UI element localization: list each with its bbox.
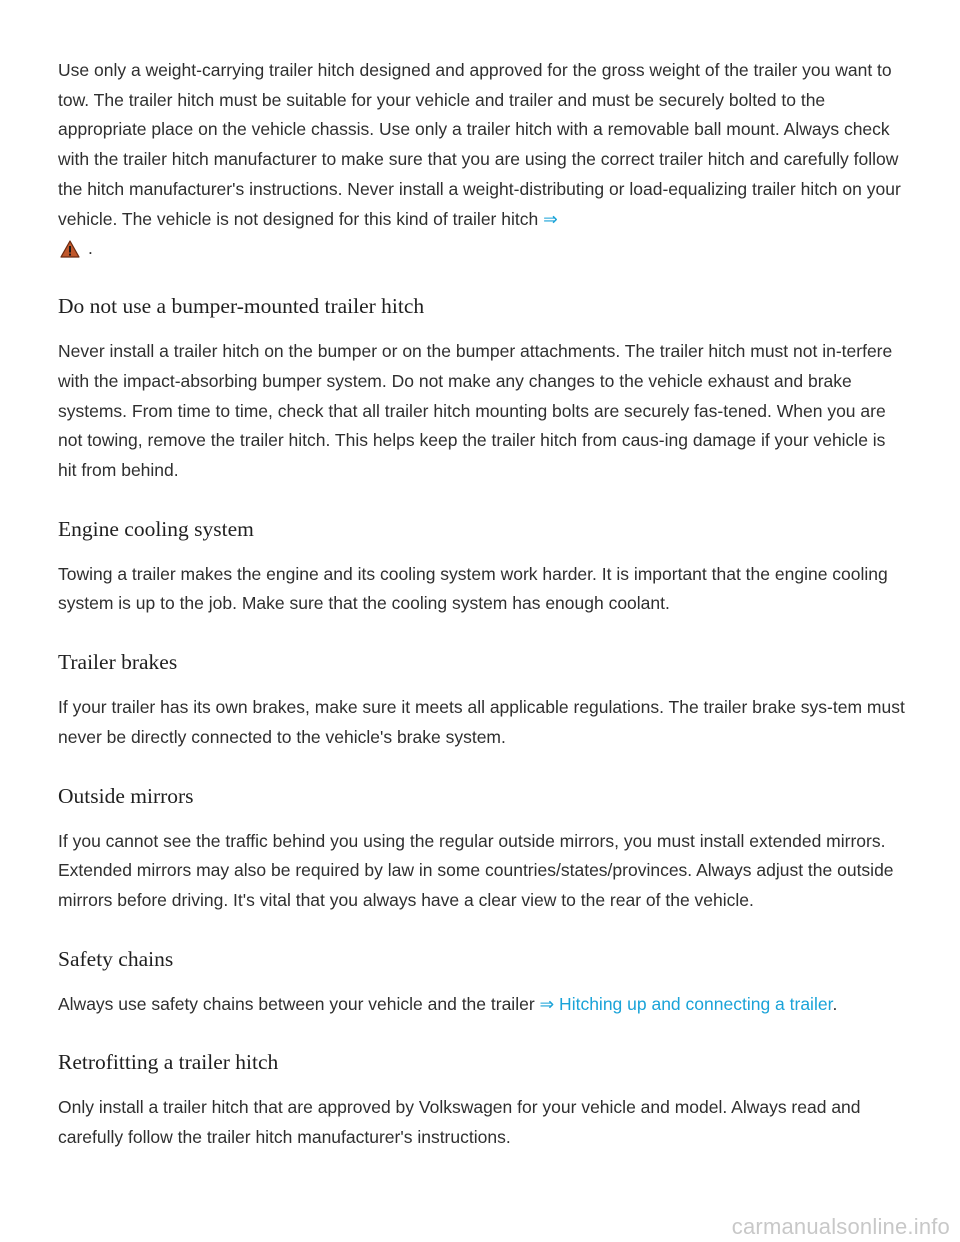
document-page — [58, 56, 908, 1153]
watermark-text[interactable]: carmanualsonline.info — [731, 1214, 950, 1239]
section-body-mirrors: If you cannot see the traffic behind you using the regular outside mirrors, you must install extended mirrors. Extended mirrors may also be required by law in some countries/states/provinces. Always adjust the outside mirrors before driving. It's vital that you always have a clear view to the rear of the vehicle. — [58, 830, 894, 910]
section-heading-retrofitting: Retrofitting a trailer hitch — [58, 1050, 279, 1075]
warning-reference-line — [58, 234, 908, 263]
warning-triangle-icon[interactable] — [60, 240, 80, 258]
section-heading-safety-chains: Safety chains — [58, 946, 174, 971]
warning-reference-link[interactable]: ⇒ — [543, 208, 558, 229]
section-heading-bumper: Do not use a bumper-mounted trailer hitch — [58, 294, 425, 319]
section-body-safety-chains — [58, 990, 908, 1020]
section-heading-brakes: Trailer brakes — [58, 650, 178, 675]
intro-trailing-period: . — [88, 237, 93, 258]
section-body-brakes: If your trailer has its own brakes, make sure it meets all applicable regulations. The trailer brake sys-tem must never be directly connected to the vehicle's brake system. — [58, 697, 905, 747]
section-body-retrofitting: Only install a trailer hitch that are approved by Volkswagen for your vehicle and model. Always read and carefully follow the trailer hitch manufacturer's instructions. — [58, 1097, 861, 1148]
intro-text: Use only a weight-carrying trailer hitch designed and approved for the gross weight of the trailer you want to tow. The trailer hitch must be suitable for your vehicle and trailer and must be securely bolted to the appropriate place on the vehicle chassis. Use only a trailer hitch with a removable ball mount. Always check with the trailer hitch manufacturer to make sure that you are using the correct trailer hitch and carefully follow the hitch manufacturer's instructions. Never install a weight-distributing or load-equalizing trailer hitch on your vehicle. The vehicle is not designed for this kind of trailer hitch — [58, 60, 901, 229]
section-heading-mirrors: Outside mirrors — [58, 783, 194, 808]
section-body-cooling: Towing a trailer makes the engine and its cooling system work harder. It is important that the engine cooling system is up to the job. Make sure that the cooling system has enough coolant. — [58, 563, 888, 614]
safety-chains-text: Always use safety chains between your vehicle and the trailer — [58, 993, 535, 1014]
section-body-bumper: Never install a trailer hitch on the bumper or on the bumper attachments. The trailer hitch must not in-terfere with the impact-absorbing bumper system. Do not make any changes to the vehicle exhaust and brake systems. From time to time, check that all trailer hitch mounting bolts are securely fas-tened. When you are not towing, remove the trailer hitch. This helps keep the trailer hitch from caus-ing damage if your vehicle is hit from behind. — [58, 341, 893, 481]
intro-paragraph — [58, 56, 908, 234]
hitching-up-link[interactable]: ⇒ Hitching up and connecting a trailer — [539, 993, 833, 1014]
safety-chains-trailing: . — [832, 993, 838, 1014]
section-heading-cooling: Engine cooling system — [58, 516, 254, 541]
